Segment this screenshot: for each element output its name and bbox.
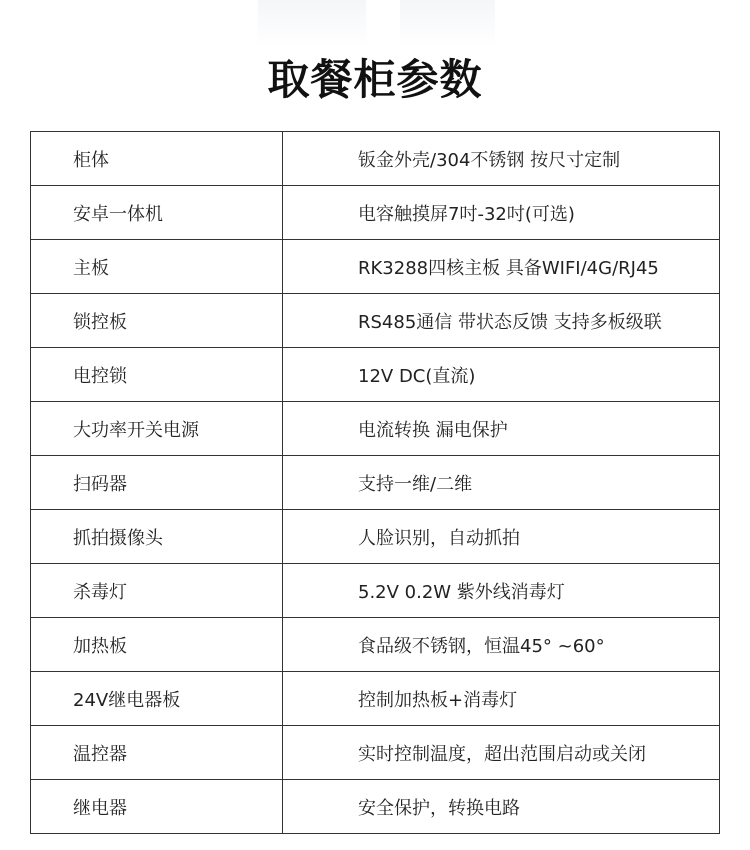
spec-name: 大功率开关电源: [31, 402, 283, 456]
spec-value: 电流转换 漏电保护: [283, 402, 720, 456]
spec-name: 继电器: [31, 780, 283, 834]
spec-table: [30, 131, 720, 834]
spec-value: 支持一维/二维: [283, 456, 720, 510]
table-row: [31, 564, 720, 618]
spec-name: 24V继电器板: [31, 672, 283, 726]
spec-value: 人脸识别，自动抓拍: [283, 510, 720, 564]
table-row: [31, 348, 720, 402]
spec-name: 安卓一体机: [31, 186, 283, 240]
table-row: [31, 240, 720, 294]
spec-name: 锁控板: [31, 294, 283, 348]
table-row: [31, 780, 720, 834]
table-row: [31, 672, 720, 726]
spec-value: 电容触摸屏7吋-32吋(可选): [283, 186, 720, 240]
spec-value: 控制加热板+消毒灯: [283, 672, 720, 726]
spec-value: 钣金外壳/304不锈钢 按尺寸定制: [283, 132, 720, 186]
spec-name: 抓拍摄像头: [31, 510, 283, 564]
spec-value: RK3288四核主板 具备WIFI/4G/RJ45: [283, 240, 720, 294]
spec-name: 温控器: [31, 726, 283, 780]
table-row: [31, 726, 720, 780]
spec-name: 柜体: [31, 132, 283, 186]
spec-value: 安全保护，转换电路: [283, 780, 720, 834]
spec-name: 杀毒灯: [31, 564, 283, 618]
decorative-fade-right: [400, 0, 495, 48]
table-row: [31, 402, 720, 456]
table-row: [31, 510, 720, 564]
spec-value: 5.2V 0.2W 紫外线消毒灯: [283, 564, 720, 618]
spec-name: 扫码器: [31, 456, 283, 510]
decorative-fade-left: [258, 0, 366, 48]
table-row: [31, 456, 720, 510]
spec-name: 加热板: [31, 618, 283, 672]
spec-table-body: [31, 132, 720, 834]
table-row: [31, 618, 720, 672]
table-row: [31, 186, 720, 240]
spec-value: 12V DC(直流): [283, 348, 720, 402]
spec-name: 电控锁: [31, 348, 283, 402]
spec-value: RS485通信 带状态反馈 支持多板级联: [283, 294, 720, 348]
table-row: [31, 132, 720, 186]
page-title: 取餐柜参数: [267, 55, 483, 104]
spec-value: 食品级不锈钢，恒温45° ~60°: [283, 618, 720, 672]
spec-value: 实时控制温度，超出范围启动或关闭: [283, 726, 720, 780]
table-row: [31, 294, 720, 348]
spec-name: 主板: [31, 240, 283, 294]
